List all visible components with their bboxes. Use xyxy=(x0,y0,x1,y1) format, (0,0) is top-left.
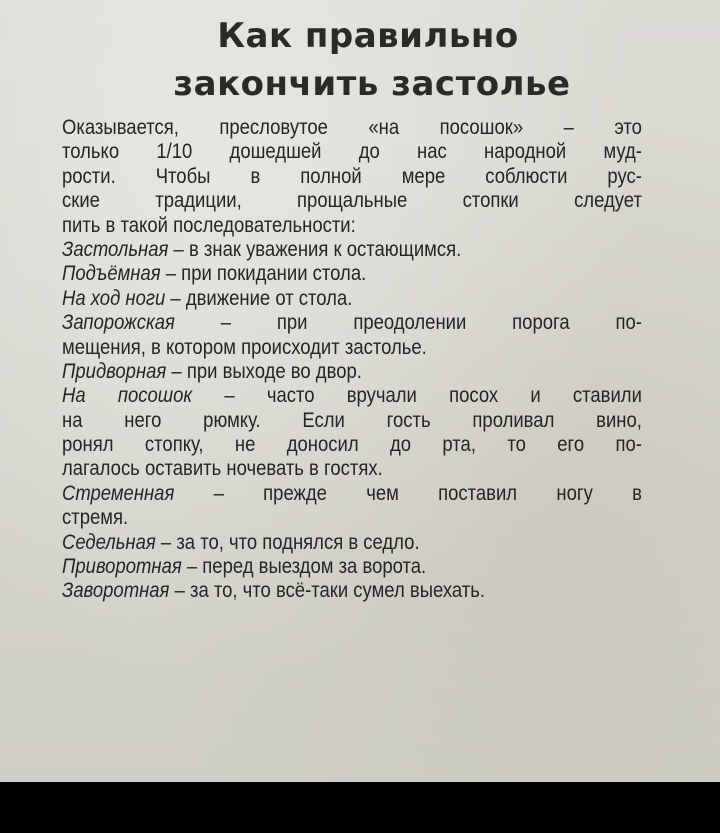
toast-term: Запорожская xyxy=(62,311,175,335)
toast-description: – часто вручали посох и ставили xyxy=(224,384,642,408)
toast-description-continued: на него рюмку. Если гость проливал вино, xyxy=(62,408,642,432)
toast-term: Седельная xyxy=(62,530,156,554)
toast-entry-zastolnaya xyxy=(62,238,572,262)
toast-entry-podyomnaya xyxy=(62,262,572,286)
toast-term: На ход ноги xyxy=(62,286,166,310)
article-title-line-2: закончить застолье xyxy=(173,64,571,104)
toast-entry-na-hod-nogi xyxy=(62,287,572,311)
toast-entry-zavorotnaya xyxy=(62,579,572,603)
toast-description: – в знак уважения к остающимся. xyxy=(173,237,462,261)
toast-term: Подъёмная xyxy=(62,262,161,286)
toast-description: – движение от стола. xyxy=(170,286,353,310)
toast-term: Застольная xyxy=(62,237,169,261)
toast-description: – за то, что всё-таки сумел выехать. xyxy=(174,579,485,603)
toast-entry-sedelnaya xyxy=(62,531,572,555)
toast-description-continued: лагалось оставить ночевать в гостях. xyxy=(62,457,383,481)
toast-entry-na-pososhok xyxy=(62,384,642,408)
toast-description: – при покидании стола. xyxy=(165,262,367,286)
article-body xyxy=(62,116,642,604)
toast-description-continued: ронял стопку, не доносил до рта, то его по- xyxy=(62,433,642,457)
toast-description: – при выходе во двор. xyxy=(171,359,362,383)
intro-line: только 1/10 дошедшей до нас народной муд- xyxy=(62,140,642,164)
intro-line: Оказывается, пресловутое «на посошок» – это xyxy=(62,116,642,139)
article-title-line-1: Как правильно xyxy=(217,16,519,56)
toast-description-continued: стремя. xyxy=(62,506,129,530)
toast-description: – прежде чем поставил ногу в xyxy=(213,481,642,505)
toast-term: Приворотная xyxy=(62,555,182,579)
toast-entry-zaporozhskaya xyxy=(62,311,642,335)
toast-entry-privorotnaya xyxy=(62,555,572,579)
toast-term: Стременная xyxy=(62,481,175,505)
intro-line: рости. Чтобы в полной мере соблюсти рус- xyxy=(62,164,642,188)
intro-line: пить в такой последовательности: xyxy=(62,213,356,237)
toast-description-continued: мещения, в котором происходит застолье. xyxy=(62,335,427,359)
toast-entry-pridvornaya xyxy=(62,360,572,384)
toast-description: – перед выездом за ворота. xyxy=(186,555,427,579)
intro-line: ские традиции, прощальные стопки следует xyxy=(62,189,642,213)
toast-term: Заворотная xyxy=(62,579,170,603)
toast-term: На посошок xyxy=(62,384,193,408)
toast-term: Придворная xyxy=(62,359,167,383)
toast-entry-stremennaya xyxy=(62,482,642,506)
toast-description: – за то, что поднялся в седло. xyxy=(160,530,420,554)
toast-description: – при преодолении порога по- xyxy=(220,311,642,335)
